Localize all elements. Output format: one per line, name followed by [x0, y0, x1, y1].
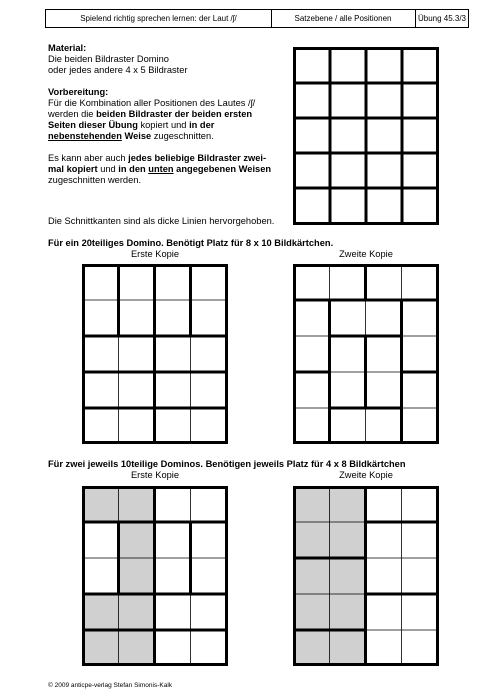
header-section: Satzebene / alle Positionen: [271, 10, 416, 27]
vorbereitung-line3: Seiten dieser Übung kopiert und in der: [48, 120, 215, 130]
vorbereitung-line1: Für die Kombination aller Positionen des Lautes /ʃ/: [48, 98, 256, 108]
section2-right-caption: Zweite Kopie: [339, 470, 393, 480]
material-line1: Die beiden Bildraster Domino: [48, 54, 169, 64]
alternativ-line1: Es kann aber auch jedes beliebige Bildraster zwei-: [48, 153, 267, 163]
section2-left-caption: Erste Kopie: [130, 470, 180, 480]
section1-title: Für ein 20teiliges Domino. Benötigt Platz für 8 x 10 Bildkärtchen.: [48, 238, 334, 248]
header-exercise: Übung 45.3/3: [417, 14, 467, 23]
grid-section2-left: [82, 486, 228, 666]
grid-section1-right: [293, 264, 439, 444]
schnittkanten-note: Die Schnittkanten sind als dicke Linien hervorgehoben.: [48, 216, 275, 226]
section1-left-caption: Erste Kopie: [130, 249, 180, 259]
material-heading: Material:: [48, 43, 87, 53]
vorbereitung-line2: werden die beiden Bildraster der beiden ersten: [48, 109, 253, 119]
footer-copyright: © 2009 anticpe-verlag Stefan Simonis-Kalk: [48, 682, 173, 689]
vorbereitung-heading: Vorbereitung:: [48, 87, 109, 97]
grid-top-right: [293, 47, 439, 225]
material-line2: oder jedes andere 4 x 5 Bildraster: [48, 65, 188, 75]
section2-title: Für zwei jeweils 10teilige Dominos. Benötigen jeweils Platz für 4 x 8 Bildkärtchen: [48, 459, 406, 469]
alternativ-line2: mal kopiert und in den unten angegebenen Weisen: [48, 164, 272, 174]
header-bar: [45, 9, 469, 28]
section1-right-caption: Zweite Kopie: [339, 249, 393, 259]
header-title: Spielend richtig sprechen lernen: der Laut /ʃ/: [46, 10, 272, 27]
alternativ-line3: zugeschnitten werden.: [48, 175, 142, 185]
grid-section2-right: [293, 486, 439, 666]
vorbereitung-line4: nebenstehenden Weise zugeschnitten.: [48, 131, 214, 141]
grid-section1-left: [82, 264, 228, 444]
